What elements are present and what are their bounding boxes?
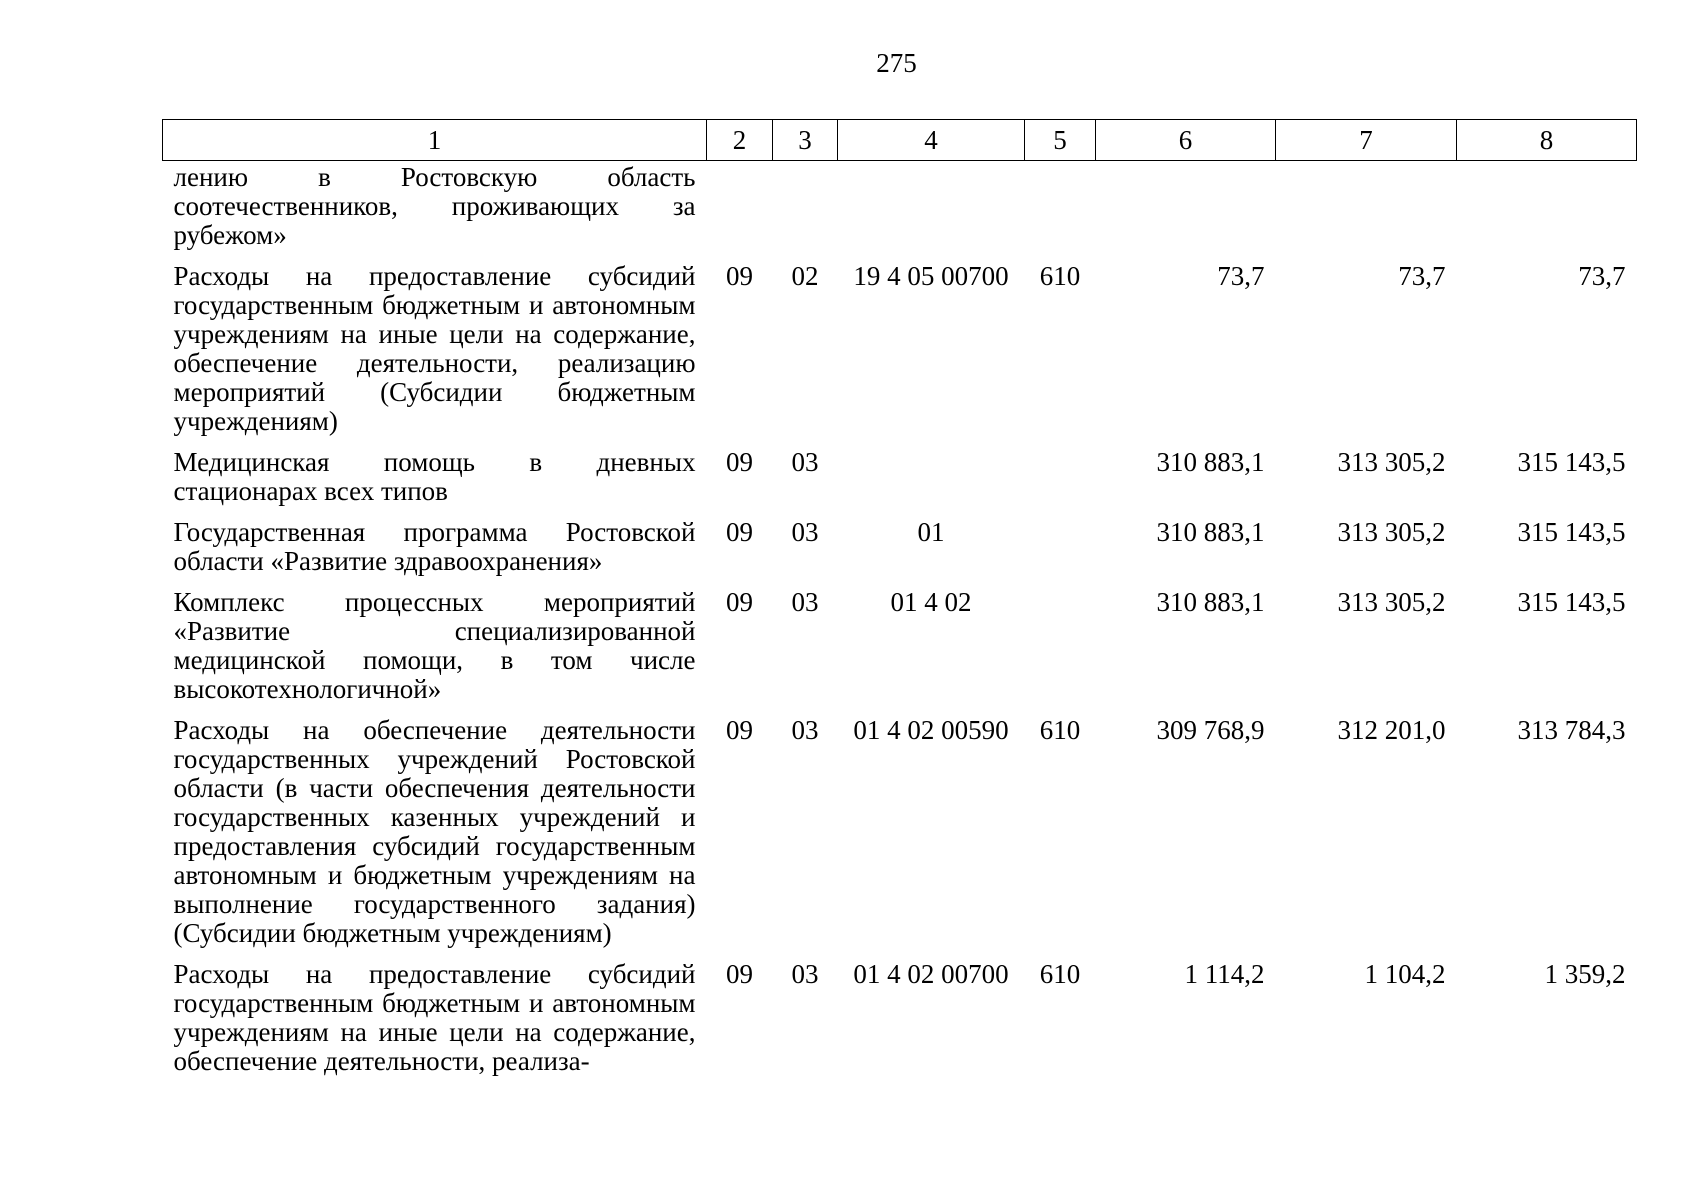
table-row [163,161,1637,263]
column-header-7: 7 [1276,120,1457,161]
row-section [707,161,773,263]
row-target-article: 01 4 02 [890,587,972,617]
row-expense-type: 610 [1039,261,1081,291]
row-amount-year-2: 313 305,2 [1337,587,1446,617]
page-number: 275 [876,48,917,78]
row-section: 09 [726,261,753,291]
row-target-article [838,448,1025,518]
row-amount-year-3: 73,7 [1578,261,1626,291]
row-amount-year-3 [1457,161,1637,263]
column-header-8: 8 [1457,120,1637,161]
column-header-1: 1 [163,120,707,161]
row-subsection: 03 [791,587,819,617]
row-amount-year-1: 310 883,1 [1156,587,1265,617]
header-row [163,120,1637,161]
row-amount-year-1: 73,7 [1217,261,1265,291]
row-expense-type [1025,161,1096,263]
row-subsection: 03 [791,517,819,547]
row-expense-type: 610 [1039,959,1081,989]
row-amount-year-1: 310 883,1 [1156,447,1265,477]
row-amount-year-1 [1096,161,1276,263]
row-expense-type [1025,448,1096,518]
table-row [163,960,1637,1076]
row-target-article: 01 4 02 00700 [853,959,1009,989]
row-amount-year-2: 1 104,2 [1364,959,1446,989]
row-section: 09 [726,959,753,989]
column-header-5: 5 [1025,120,1096,161]
row-amount-year-1: 310 883,1 [1156,517,1265,547]
table-header [163,120,1637,161]
row-name: лению в Ростовскую область соотечественников, проживающих за рубежом» [173,162,696,250]
row-section: 09 [726,715,753,745]
row-name: Расходы на предоставление субсидий государственным бюджетным и автономным учреждениям на иные цели на содержание, обеспечение деятельности, реализа- [173,959,696,1076]
table-row [163,518,1637,588]
row-amount-year-2: 313 305,2 [1337,447,1446,477]
row-amount-year-3: 315 143,5 [1517,587,1626,617]
row-amount-year-2: 312 201,0 [1337,715,1446,745]
row-name: Расходы на предоставление субсидий государственным бюджетным и автономным учреждениям на иные цели на содержание, обеспечение деятельности, реализацию мероприятий (Субсидии бюджетным учреждениям) [173,261,696,436]
table-body [163,161,1637,1077]
table-row [163,448,1637,518]
row-expense-type: 610 [1039,715,1081,745]
row-target-article: 01 [917,517,945,547]
row-name: Медицинская помощь в дневных стационарах всех типов [173,447,696,506]
row-amount-year-3: 315 143,5 [1517,447,1626,477]
row-section: 09 [726,447,753,477]
row-amount-year-2 [1276,161,1457,263]
row-subsection: 03 [791,959,819,989]
row-section: 09 [726,587,753,617]
row-expense-type [1025,588,1096,716]
row-target-article: 01 4 02 00590 [853,715,1009,745]
column-header-6: 6 [1096,120,1276,161]
row-amount-year-2: 313 305,2 [1337,517,1446,547]
table-row [163,716,1637,960]
column-header-2: 2 [707,120,773,161]
row-target-article: 19 4 05 00700 [853,261,1009,291]
table-row [163,262,1637,448]
row-name: Государственная программа Ростовской области «Развитие здравоохранения» [173,517,696,576]
row-subsection [773,161,838,263]
row-amount-year-3: 1 359,2 [1544,959,1626,989]
row-section: 09 [726,517,753,547]
column-header-3: 3 [773,120,838,161]
row-expense-type [1025,518,1096,588]
column-header-4: 4 [838,120,1025,161]
row-target-article [838,161,1025,263]
row-subsection: 03 [791,447,819,477]
table-row [163,588,1637,716]
row-subsection: 03 [791,715,819,745]
row-amount-year-3: 313 784,3 [1517,715,1626,745]
row-name: Комплекс процессных мероприятий «Развитие специализированной медицинской помощи, в том числе высокотехнологичной» [173,587,696,704]
budget-table [162,119,1637,1076]
row-amount-year-1: 309 768,9 [1156,715,1265,745]
row-subsection: 02 [791,261,819,291]
row-amount-year-3: 315 143,5 [1517,517,1626,547]
row-name: Расходы на обеспечение деятельности государственных учреждений Ростовской области (в части обеспечения деятельности государственных казенных учреждений и предоставления субсидий государственным автономным и бюджетным учреждениям на выполнение государственного задания) (Субсидии бюджетным учреждениям) [173,715,696,948]
row-amount-year-1: 1 114,2 [1184,959,1265,989]
row-amount-year-2: 73,7 [1398,261,1446,291]
